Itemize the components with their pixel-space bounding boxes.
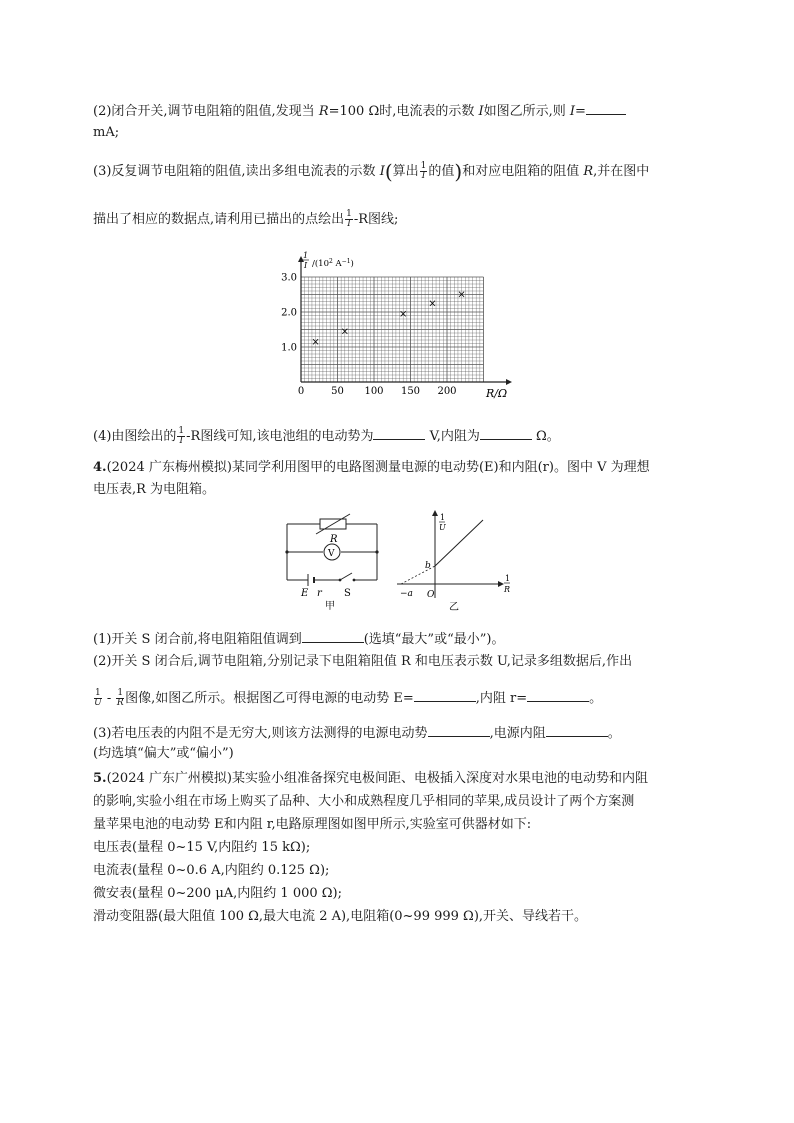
y-label-num: 1	[440, 513, 446, 522]
q4-p2-line2: $\frac{1}{U}$ - $\frac{1}{R}$ 图像,如图乙所示。根据图乙可得电源的电动势 E= ,内阻 r= 。	[94, 688, 603, 708]
q3-part3-line2: 描出了相应的数据点,请利用已描出的点绘出 $\frac{1}{I}$ -R图线;	[93, 209, 399, 229]
q3-part4: (4)由图绘出的 $\frac{1}{I}$ -R图线可知,该电池组的电动势为 V,内阻为 Ω。	[93, 426, 560, 446]
x-tick-label: 0	[297, 386, 305, 397]
x-label-den: R	[504, 585, 511, 594]
answer-blank[interactable]	[527, 688, 589, 702]
x-label-num: 1	[505, 574, 511, 583]
y-label-unit: $/(10^2$ $A^{-1}$)	[312, 258, 354, 269]
y-label-den: I	[304, 261, 308, 270]
label-R: R	[330, 534, 338, 545]
answer-blank[interactable]	[302, 629, 364, 643]
q4-p3: (3)若电压表的内阻不是无穷大,则该方法测得的电源电动势 ,电源内阻 。	[93, 723, 621, 743]
q5-stem-line3: 量苹果电池的电动势 E和内阻 r,电路原理图如图甲所示,实验室可供器材如下:	[93, 817, 532, 832]
caption-yi: 乙	[449, 602, 459, 613]
q4-graph	[393, 508, 518, 613]
x-tick-label: 50	[331, 386, 344, 397]
q5-stem-line1: 5.(2024 广东广州模拟)某实验小组准备探究电极间距、电极插入深度对水果电池的电动势和内阻	[93, 771, 648, 786]
y-tick-label: 1.0	[281, 342, 297, 354]
x-tick-label: 150	[400, 386, 421, 397]
q4-stem-line1: 4.(2024 广东梅州模拟)某同学利用图甲的电路图测量电源的电动势(E)和内阻(r)。图中 V 为理想	[93, 460, 650, 475]
y-axis-label	[302, 251, 354, 270]
label-origin: O	[427, 590, 435, 600]
q4-p3-note: (均选填“偏大”或“偏小”)	[93, 746, 234, 761]
q4-p1: (1)开关 S 闭合前,将电阻箱阻值调到 (选填“最大”或“最小”)。	[93, 629, 504, 649]
q3-part2-line2: mA;	[93, 125, 120, 140]
label-E: E	[301, 588, 309, 599]
x-tick-label: 100	[364, 386, 384, 397]
fraction: $\frac{1}{R}$	[116, 688, 124, 708]
q5-item-voltmeter: 电压表(量程 0~15 V,内阻约 15 kΩ);	[93, 840, 311, 855]
q3-part2-line1: (2)闭合开关,调节电阻箱的阻值,发现当 R=100 Ω时,电流表的示数 I如图乙所示,则 I=	[93, 101, 626, 121]
q5-stem-line2: 的影响,实验小组在市场上购买了品种、大小和成熟程度几乎相同的苹果,成员设计了两个方案测	[93, 794, 635, 809]
data-point: ×	[311, 336, 320, 348]
label-r: r	[317, 588, 322, 599]
answer-blank[interactable]	[373, 426, 425, 440]
q3-graph	[270, 250, 520, 410]
data-point: ×	[340, 326, 349, 338]
x-tick-label: 200	[437, 386, 457, 397]
y-label-den: U	[439, 523, 446, 532]
q5-item-ammeter: 电流表(量程 0~0.6 A,内阻约 0.125 Ω);	[93, 863, 330, 878]
x-axis-arrow	[506, 379, 512, 385]
y-tick-label: 3.0	[281, 272, 297, 284]
switch-blade	[340, 573, 352, 580]
answer-blank[interactable]	[546, 723, 608, 737]
grid	[301, 277, 484, 382]
answer-blank[interactable]	[586, 101, 626, 115]
q5-item-microammeter: 微安表(量程 0~200 μA,内阻约 1 000 Ω);	[93, 886, 342, 901]
q4-circuit	[280, 510, 390, 610]
data-point: ×	[457, 289, 466, 301]
fraction: $\frac{1}{I}$	[178, 426, 185, 446]
q4-stem-line2: 电压表,R 为电阻箱。	[93, 482, 216, 497]
rheostat-arrow	[316, 514, 350, 534]
fraction: $\frac{1}{I}$	[346, 209, 352, 229]
data-point: ×	[428, 298, 437, 310]
label-b: b	[425, 561, 431, 571]
label-S: S	[344, 588, 351, 599]
q3-part3-line1: (3)反复调节电阻箱的阻值,读出多组电流表的示数 I(算出 $\frac{1}{I}$ 的值)和对应电阻箱的阻值 R,并在图中	[93, 159, 650, 184]
answer-blank[interactable]	[414, 688, 476, 702]
answer-blank[interactable]	[480, 426, 532, 440]
y-tick-label: 2.0	[281, 307, 297, 319]
data-point: ×	[399, 308, 408, 320]
q4-p2-line1: (2)开关 S 闭合后,调节电阻箱,分别记录下电阻箱阻值 R 和电压表示数 U,记录多组数据后,作出	[93, 654, 633, 669]
caption-jia: 甲	[325, 601, 335, 610]
x-axis-label: R/Ω	[486, 387, 508, 400]
fraction: $\frac{1}{I}$	[420, 161, 427, 181]
label-V: V	[328, 549, 335, 559]
label-neg-a: −a	[400, 589, 413, 599]
fraction: $\frac{1}{U}$	[94, 688, 102, 708]
answer-blank[interactable]	[428, 723, 490, 737]
q5-item-rheostat: 滑动变阻器(最大阻值 100 Ω,最大电流 2 A),电阻箱(0~99 999 Ω),开关、导线若干。	[93, 909, 588, 924]
y-label-num: 1	[303, 251, 309, 260]
